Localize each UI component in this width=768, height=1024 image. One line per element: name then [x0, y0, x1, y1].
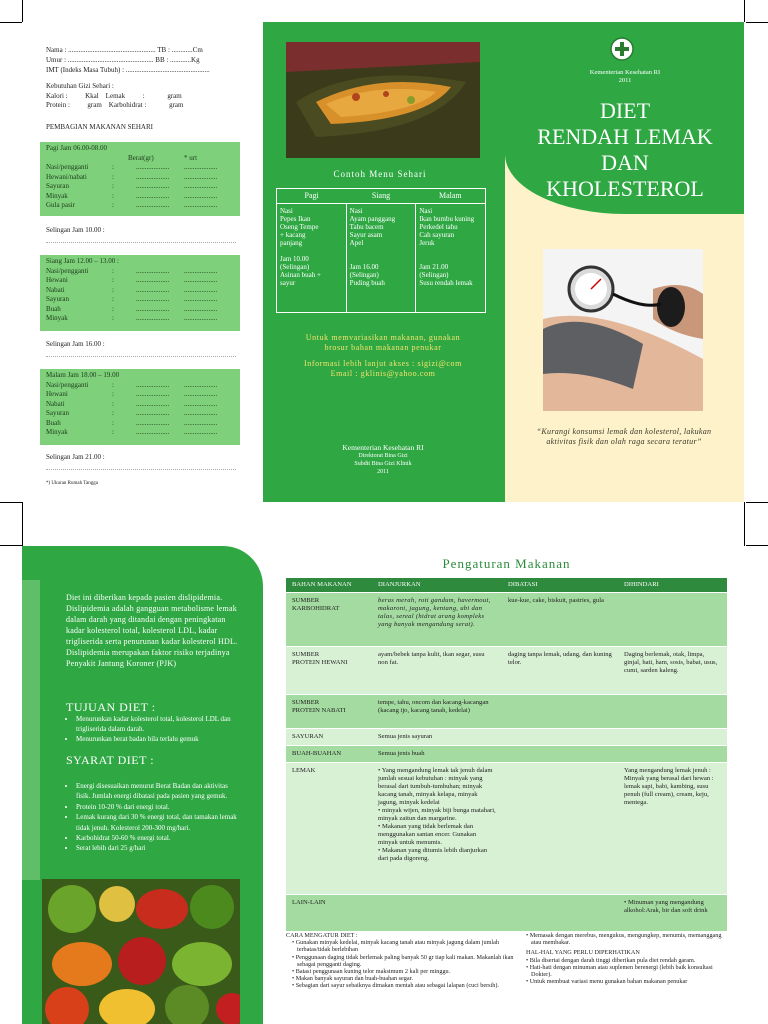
- table-cell-hindari: [618, 695, 727, 729]
- hal-title: HAL-HAL YANG PERLU DIPERHATIKAN: [526, 949, 640, 957]
- table-cell-bahan: SUMBER KARBOHIDRAT: [286, 593, 372, 647]
- berat-field[interactable]: ...................: [136, 191, 170, 200]
- fill-line[interactable]: [46, 242, 236, 243]
- cover-title-2: RENDAH LEMAK: [537, 124, 713, 149]
- form-row: [40, 419, 240, 429]
- cover-title-4: KHOLESTEROL: [546, 176, 704, 201]
- form-row: [40, 276, 240, 286]
- list-item: • Hati-hati dengan minuman atau suplemen berenergi (lebih baik konsultasi Dokter).: [526, 963, 713, 979]
- cover-ministry: Kementerian Kesehatan RI: [589, 69, 661, 76]
- form-row-sep: :: [112, 266, 114, 275]
- pembagian-title: PEMBAGIAN MAKANAN SEHARI: [46, 123, 153, 131]
- table-cell-batas: daging tanpa lemak, udang, dan kuning telor.: [502, 647, 618, 695]
- form-nama: Nama : .................................................. TB : ............Cm: [46, 46, 203, 54]
- list-item: • Untuk membuat variasi menu gunakan bahan makanan penukar: [526, 978, 688, 986]
- kebutuhan-title: Kebutuhan Gizi Sehari :: [46, 82, 114, 90]
- list-item: • Gunakan minyak kedelai, minyak kacang tanah atau minyak jagung dalam jumlah terbatas/tidak berlebihan: [292, 939, 499, 954]
- form-row-sep: :: [112, 172, 114, 181]
- blood-pressure-photo: [543, 249, 703, 411]
- berat-field[interactable]: ...................: [136, 295, 170, 303]
- form-row-label: Nasi/pengganti: [46, 163, 89, 171]
- form-row-sep: :: [112, 304, 114, 313]
- form-row: [40, 163, 240, 173]
- crop-mark: [746, 502, 768, 503]
- hal-block: [526, 932, 726, 985]
- table-cell-batas: [502, 729, 618, 746]
- table-cell-hindari: [618, 729, 727, 746]
- crop-mark: [22, 502, 23, 546]
- berat-field[interactable]: ...................: [136, 285, 170, 294]
- menu-note-2: brosur bahan makanan penukar: [324, 343, 442, 352]
- table-cell-bahan: LAIN-LAIN: [286, 895, 372, 931]
- urt-field[interactable]: ...................: [184, 295, 218, 303]
- form-row-label: Nabati: [46, 285, 65, 294]
- table-row: [286, 895, 727, 931]
- fill-line[interactable]: [46, 356, 236, 357]
- table-cell-anjur: tempe, tahu, oncom dan kacang-kacangan (kacang ijo, kacang tanah, kedelai): [372, 695, 502, 729]
- berat-field[interactable]: ...................: [136, 182, 170, 190]
- cover-year: 2011: [618, 77, 632, 84]
- syarat-title: SYARAT DIET :: [66, 753, 155, 767]
- form-row: [40, 409, 240, 419]
- menu-malam: Nasi Ikan bumbu kuning Perkedel tahu Cah sayuran Jeruk Jam 21.00 (Selingan) Susu rendah lemak: [415, 204, 485, 312]
- form-row-sep: :: [112, 399, 114, 408]
- berat-field[interactable]: ...................: [136, 172, 170, 181]
- urt-label: * urt: [184, 153, 198, 162]
- form-row: [40, 201, 240, 211]
- cover-title-1: DIET: [599, 98, 651, 123]
- berat-field[interactable]: ...................: [136, 409, 170, 417]
- table-cell-bahan: SUMBER PROTEIN NABATI: [286, 695, 372, 729]
- berat-field[interactable]: ...................: [136, 201, 170, 209]
- siang-title: Siang Jam 12.00 – 13.00 :: [46, 257, 119, 265]
- urt-field[interactable]: ...................: [184, 172, 218, 181]
- table-cell-anjur: [372, 895, 502, 931]
- table-row: [286, 593, 727, 647]
- crop-mark: [0, 502, 22, 503]
- crop-mark: [0, 22, 22, 23]
- form-row: [40, 400, 240, 410]
- form-row: [40, 286, 240, 296]
- table-row: [286, 729, 727, 746]
- selingan-3: Selingan Jam 21.00 :: [46, 453, 105, 461]
- menu-siang: Nasi Ayam panggang Tahu bacem Sayur asam Apel Jam 16.00 (Selingan) Puding buah: [346, 204, 416, 312]
- menu-header-pagi: Pagi: [304, 191, 319, 200]
- table-cell-batas: [502, 895, 618, 931]
- form-row-label: Buah: [46, 304, 61, 313]
- col-dibatasi: DIBATASI: [502, 578, 618, 593]
- selingan-2: Selingan Jam 16.00 :: [46, 340, 105, 348]
- menu-header-malam: Malam: [438, 191, 462, 200]
- table-row: [286, 763, 727, 895]
- menu-footer-3: Subdit Bina Gizi Klinik: [354, 461, 412, 467]
- siang-box: [40, 255, 240, 331]
- form-row-label: Minyak: [46, 191, 68, 200]
- form-row-sep: :: [112, 285, 114, 294]
- menu-title: Contoh Menu Sehari: [333, 169, 427, 179]
- berat-field[interactable]: ...................: [136, 399, 170, 408]
- urt-field[interactable]: ...................: [184, 201, 218, 209]
- fill-line[interactable]: [46, 469, 236, 470]
- kalori-row: Kalori : Kkal Lemak : gram: [46, 92, 182, 100]
- table-cell-bahan: SAYURAN: [286, 729, 372, 746]
- list-item: • Memasak dengan merebus, mengukus, mengungkep, menumis, memanggang atau membakar.: [526, 932, 722, 947]
- syarat-item: • Protein 10-20 % dari energi total.: [76, 802, 242, 812]
- berat-field[interactable]: ...................: [136, 390, 170, 398]
- kemenkes-logo: [610, 37, 634, 61]
- berat-label: Berat(gr): [128, 153, 154, 162]
- urt-field[interactable]: ...................: [184, 428, 218, 436]
- form-row-sep: :: [112, 276, 114, 284]
- form-row-sep: :: [112, 409, 114, 417]
- form-row-sep: :: [112, 418, 114, 427]
- berat-field[interactable]: ...................: [136, 380, 170, 389]
- form-row-label: Buah: [46, 418, 61, 427]
- form-row: [40, 192, 240, 202]
- intro-accent: [22, 580, 40, 880]
- crop-mark: [744, 502, 745, 546]
- col-dianjurkan: DIANJURKAN: [372, 578, 502, 593]
- table-cell-anjur: beras merah, roti gandum, havermout, makaroni, jagung, kentang, ubi dan talas, sereal (hidrat arang kompleks yang banyak mengandung serat).: [372, 593, 502, 647]
- menu-note-1: Untuk memvariasikan makanan, gunakan: [305, 333, 461, 342]
- form-row: [40, 182, 240, 192]
- urt-field[interactable]: ...................: [184, 399, 218, 408]
- form-imt: IMT (Indeks Masa Tubuh) : ................................................: [46, 66, 210, 74]
- urt-field[interactable]: ...................: [184, 266, 218, 275]
- form-row-sep: :: [112, 380, 114, 389]
- urt-field[interactable]: ...................: [184, 182, 218, 190]
- form-row-label: Minyak: [46, 314, 68, 322]
- form-row: [40, 428, 240, 438]
- table-row: [286, 647, 727, 695]
- urt-field[interactable]: ...................: [184, 285, 218, 294]
- table-row: [286, 695, 727, 729]
- form-row-label: Sayuran: [46, 182, 69, 190]
- crop-mark: [22, 0, 23, 22]
- form-row-sep: :: [112, 201, 114, 209]
- berat-field[interactable]: ...................: [136, 314, 170, 322]
- pepes-ikan-photo: [286, 42, 480, 158]
- col-bahan: BAHAN MAKANAN: [286, 578, 372, 593]
- tujuan-list: [66, 714, 242, 744]
- crop-mark: [746, 545, 768, 546]
- table-cell-hindari: Daging berlemak, otak, limpa, ginjal, hati, ham, sosis, babat, usus, cumi, sarden kaleng.: [618, 647, 727, 695]
- urt-field[interactable]: ...................: [184, 380, 218, 389]
- menu-footer-1: Kementerian Kesehatan RI: [342, 443, 424, 452]
- menu-info-2: Email : gklinis@yahoo.com: [330, 369, 436, 378]
- form-row-label: Nabati: [46, 399, 65, 408]
- table-cell-hindari: [618, 593, 727, 647]
- berat-field[interactable]: ...................: [136, 304, 170, 313]
- selingan-1: Selingan Jam 10.00 :: [46, 226, 105, 234]
- list-item: • Sebagian dari sayur sebaiknya dimakan mentah atau sebagai lalapan (cuci bersih).: [292, 982, 499, 990]
- crop-mark: [0, 545, 22, 546]
- berat-field[interactable]: ...................: [136, 163, 170, 171]
- table-cell-hindari: Yang mengandung lemak jenuh : Minyak yang berasal dari hewan : lemak sapi, babi, kambing, susu penuh (full cream), cream, keju, mentega.: [618, 763, 727, 895]
- form-row-label: Nasi/pengganti: [46, 266, 89, 275]
- vegetables-photo: [42, 879, 240, 1024]
- urt-field[interactable]: ...................: [184, 304, 218, 313]
- list-item: • Batasi penggunaan kuning telor maksimum 2 kali per minggu.: [292, 968, 451, 976]
- table-cell-hindari: [618, 746, 727, 763]
- col-dihindari: DIHINDARI: [618, 578, 727, 593]
- list-item: • Makan banyak sayuran dan buah-buahan segar.: [292, 975, 413, 983]
- form-row-sep: :: [112, 428, 114, 436]
- form-row-label: Hewani: [46, 390, 68, 398]
- pagi-title: Pagi Jam 06.00-08.00: [46, 144, 108, 152]
- table-cell-anjur: Semua jenis sayuran: [372, 729, 502, 746]
- urt-field[interactable]: ...................: [184, 163, 218, 171]
- form-row-sep: :: [112, 314, 114, 322]
- table-cell-anjur: • Yang mengandung lemak tak jenuh dalam jumlah sesuai kebutuhan : minyak yang berasal dari tumbuh-tumbuhan; minyak kacang tanah, minyak kelapa, minyak jagung, minyak kedelai • minyak wijen, minyak biji bunga matahari, minyak zaitun dan margarine. • Makanan yang tidak berlemak dan menggunakan santan encer. Gunakan minyak untuk menumis. • Makanan yang ditumis lebih dianjurkan dari pada digoreng.: [372, 763, 502, 895]
- table-cell-bahan: LEMAK: [286, 763, 372, 895]
- form-row: [40, 173, 240, 183]
- pengaturan-table: [286, 578, 727, 931]
- form-row-sep: :: [112, 390, 114, 398]
- tujuan-item: • Menurunkan berat badan bila terlalu gemuk: [76, 734, 242, 744]
- footnote: *) Ukuran Rumah Tangga: [46, 481, 98, 486]
- form-row: [40, 295, 240, 305]
- form-row-label: Minyak: [46, 428, 68, 436]
- berat-field[interactable]: ...................: [136, 428, 170, 436]
- protein-row: Protein : gram Karbohidrat : gram: [46, 101, 184, 109]
- cara-block: [286, 932, 516, 990]
- berat-field[interactable]: ...................: [136, 418, 170, 427]
- table-cell-bahan: BUAH-BUAHAN: [286, 746, 372, 763]
- cara-title: CARA MENGATUR DIET :: [286, 932, 358, 939]
- form-row-sep: :: [112, 182, 114, 190]
- form-row: [40, 267, 240, 277]
- berat-field[interactable]: ...................: [136, 276, 170, 284]
- form-row-label: Gula pasir: [46, 201, 75, 209]
- tujuan-title: TUJUAN DIET :: [66, 700, 156, 714]
- form-row: [40, 305, 240, 315]
- form-row-label: Hewani: [46, 276, 68, 284]
- crop-mark: [746, 22, 768, 23]
- form-row: [40, 381, 240, 391]
- menu-table: [276, 188, 486, 313]
- tujuan-item: • Menurunkan kadar kolesterol total, kolesterol LDL dan trigliserida dalam darah.: [76, 714, 242, 734]
- malam-box: [40, 369, 240, 445]
- urt-field[interactable]: ...................: [184, 314, 218, 322]
- table-cell-hindari: • Minuman yang mengandung alkohol:Arak, bir dan soft drink: [618, 895, 727, 931]
- form-row-sep: :: [112, 191, 114, 200]
- urt-field[interactable]: ...................: [184, 276, 218, 284]
- pengaturan-title: Pengaturan Makanan: [442, 556, 571, 571]
- urt-field[interactable]: ...................: [184, 191, 218, 200]
- menu-header-siang: Siang: [371, 191, 391, 200]
- cover-quote: “Kurangi konsumsi lemak dan kolesterol, lakukan aktivitas fisik dan olah raga secara teratur”: [536, 427, 712, 446]
- form-row: [40, 390, 240, 400]
- form-row: [40, 314, 240, 324]
- menu-footer-4: 2011: [377, 469, 389, 475]
- syarat-item: • Karbohidrat 50-60 % energi total.: [76, 833, 242, 843]
- syarat-item: • Serat lebih dari 25 g/hari: [76, 843, 242, 853]
- malam-title: Malam Jam 18.00 – 19.00: [46, 371, 120, 379]
- cover-title-3: DAN: [601, 150, 649, 175]
- form-umur: Umur : ................................................. BB : ............Kg: [46, 56, 200, 64]
- table-cell-anjur: Semua jenis buah: [372, 746, 502, 763]
- menu-pagi: Nasi Pepes Ikan Oseng Tempe + kacang panjang Jam 10.00 (Selingan) Asinan buah + sayur: [280, 207, 321, 287]
- table-cell-batas: [502, 695, 618, 729]
- form-row-label: Sayuran: [46, 295, 69, 303]
- form-row-label: Nasi/pengganti: [46, 380, 89, 389]
- syarat-item: • Lemak kurang dari 30 % energi total, dan tamakan lemak tidak jenuh. Kolesterol 200-300 mg/hari.: [76, 812, 242, 833]
- table-row: [286, 746, 727, 763]
- table-cell-batas: [502, 763, 618, 895]
- intro-text: Diet ini diberikan kepada pasien dislipidemia. Dislipidemia adalah gangguan metabolisme lemak dalam darah yang ditandai dengan peningkatan kadar kolesterol total, kolesterol LDL, kadar trigliserida serta penurunan kadar kolesterol HDL. Dislipidemia merupakan faktor risiko terjadinya Penyakit Jantung Koroner (PJK): [66, 593, 238, 668]
- form-row-sep: :: [112, 295, 114, 303]
- form-row-label: Sayuran: [46, 409, 69, 417]
- syarat-list: [66, 781, 242, 854]
- table-cell-bahan: SUMBER PROTEIN HEWANI: [286, 647, 372, 695]
- form-row-sep: :: [112, 163, 114, 171]
- list-item: • Penggunaan daging tidak berlemak paling banyak 50 gr tiap kali makan. Makanlah ikan sebagai pengganti daging.: [292, 953, 514, 968]
- pagi-box: [40, 142, 240, 216]
- crop-mark: [744, 0, 745, 22]
- form-row-label: Hewani/nabati: [46, 172, 87, 181]
- urt-field[interactable]: ...................: [184, 418, 218, 427]
- table-cell-anjur: ayam/bebek tanpa kulit, ikan segar, susu non fat.: [372, 647, 502, 695]
- table-cell-batas: [502, 746, 618, 763]
- syarat-item: • Energi disesuaikan menurut Berat Badan dan aktivitas fisik. Jumlah energi dibatasi pada pasien yang gemuk.: [76, 781, 242, 802]
- table-cell-batas: kue-kue, cake, biskuit, pastries, gula: [502, 593, 618, 647]
- berat-field[interactable]: ...................: [136, 266, 170, 275]
- urt-field[interactable]: ...................: [184, 390, 218, 398]
- list-item: • Bila disertai dengan darah tinggi diberikan pula diet rendah garam.: [526, 956, 696, 964]
- urt-field[interactable]: ...................: [184, 409, 218, 417]
- menu-info-1: Informasi lebih lanjut akses : sigizi@com: [304, 359, 462, 368]
- menu-footer-2: Direktorat Bina Gizi: [358, 453, 408, 459]
